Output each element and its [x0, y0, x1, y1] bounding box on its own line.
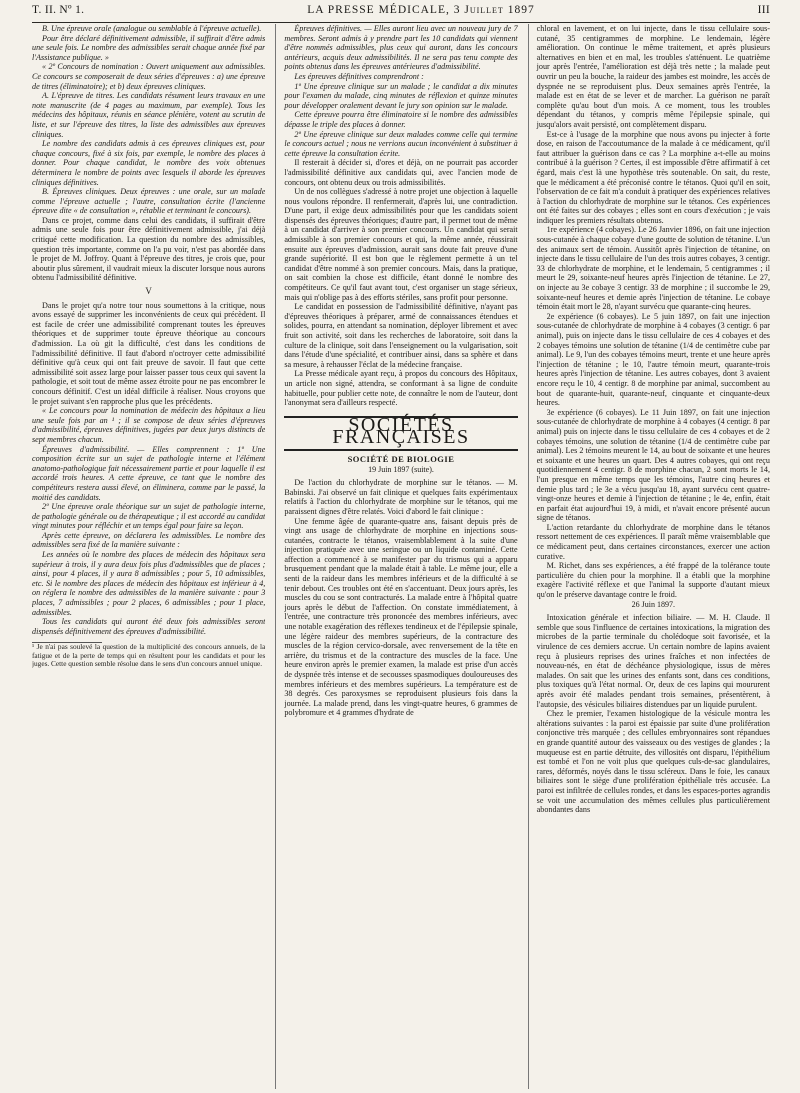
session-date: 19 Juin 1897 (suite).	[368, 464, 434, 474]
society-title: SOCIÉTÉ DE BIOLOGIE	[347, 453, 455, 464]
paragraph: 1re expérience (4 cobayes). Le 26 Janvier 1896, on fait une injection sous-cutanée à chaque cobaye d'une goutte de solution de tétanine. L'un des animaux sert de témoin. Aussitôt après l'injection de tétanine, on injecte dans le tissu cellulaire de l'un des trois autres cobayes, 3 centigr. 33 de chlorhydrate de morphine, et le lendemain, 5 centigrammes ; il meurt le 29, soixante-neuf heures après l'injection de tétanine. Le 27, on injecte au 3e cobaye 3 centigr. 33 de morphine ; il succombe le 29, soixante-neuf heures et demie après l'injection de tétanine. Le cobaye témoin était mort le 28, n'ayant survécu que quarante-cinq heures.	[536, 225, 770, 312]
paragraph: Le candidat en possession de l'admissibilité définitive, n'ayant pas d'épreuves théoriques à préparer, armé de connaissances étendues et solides, pourra, en attendant sa nomination, déployer librement et avec fruit son activité, soit dans les recherches de laboratoire, soit dans la culture de la clinique, soit dans l'enseignement ou la vulgarisation, soit dans l'étude d'une spécialité, et contribuer ainsi, dans sa sphère et dans sa mesure, à rehausser l'éclat de la médecine française.	[284, 302, 518, 369]
paragraph: 3e expérience (6 cobayes). Le 11 Juin 1897, on fait une injection sous-cutanée de chlorhydrate de morphine à 4 cobayes (4 centigr. 8 par animal) puis on injecte dans le tissu cellulaire de ces 4 cobayes et de 2 cobayes témoins, une solution de tétanine (1/4 de centimètre cube par animal). Les 2 témoins meurent le 14, au bout de soixante et une heures et soixante et une heures un quart. Des 4 autres cobayes, qui ont reçu quotidiennement 4 centigr. 8 de morphine chacun, 2 sont morts le 14, l'un presque en même temps que les témoins, l'autre cinq heures et demie plus tard ; le 3e a vécu jusqu'au 18, ayant survécu cent quatre-vingt-onze heures et demie à l'injection de tétanine ; le 4e, enfin, était en parfait état aujourd'hui 19, à midi, et n'avait encore présenté aucun signe de tétanos.	[536, 407, 770, 523]
header-volume: T. II. Nº 1.	[32, 4, 85, 16]
paragraph: 2e expérience (6 cobayes). Le 5 juin 1897, on fait une injection sous-cutanée de chlorhydrate de morphine à 4 cobayes (3 centigr. 6 par animal), puis on injecte dans le tissu cellulaire de ces 4 cobayes et des 2 cobayes témoins une solution de tétanine (1/4 de centimètre cube par animal). Le 9, l'un des cobayes témoins meurt, trente et une heure après l'injection de tétanine ; le 10, l'autre témoin meurt, quarante-trois heures après l'injection de tétanine. Les autres cobayes, dont 3 avaient encore reçu le 10, 4 centigr. 8 de morphine par animal, succombent au bout de quarante-huit, quarante-neuf, cinquante et cinquante-deux heures.	[536, 311, 770, 408]
article-columns	[32, 24, 770, 1089]
paragraph: 2º Une épreuve clinique sur deux malades comme celle qui termine le concours actuel ; nous ne verrions aucun inconvénient à substituer à cette épreuve la consultation écrite.	[284, 129, 518, 158]
paragraph: Dans le projet qu'a notre tour nous soumettons à la critique, nous avons essayé de supprimer les inconvénients de ceux qui précèdent. Il est facile de créer une admissibilité comprenant toutes les épreuves théoriques et de supprimer toute épreuve théorique au concours d'admission. La où git la difficulté, c'est dans les conditions de l'admissibilité définitive. Il faut d'abord n'octroyer cette admissibilité définitive qu'à ceux qui ont fait preuve de savoir. Il faut que cette admissibilité soit assez large pour laisser passer tous ceux qui savent la pathologie, et soit tout de même assez étroite pour ne pas encombrer le concours définitif. C'est un idéal difficile à réaliser. Nous croyons que le projet suivant s'en rapproche plus que les précédents.	[32, 300, 266, 406]
paragraph: De l'action du chlorhydrate de morphine sur le tétanos. — M. Babinski. J'ai observé un fait clinique et quelques faits expérimentaux relatifs à l'action du chlorhydrate de morphine sur le tétanos, qui me paraissent dignes d'être relatés. Voici d'abord le fait clinique :	[284, 478, 518, 516]
paragraph: Les années où le nombre des places de médecin des hôpitaux sera supérieur à trois, il y aura deux fois plus d'admissibles que de places ; ainsi, pour 4 places, il y aura 8 admissibles ; pour 5, 10 admissibles, etc. Si le nombre des places de médecin des hôpitaux est inférieur à 4, on réglera le nombre des admissibles de la manière suivante : pour 3 places, 7 admissibles ; pour 2 places, 6 admissibles ; pour 1 place, admissibles.	[32, 550, 266, 617]
paragraph: Tous les candidats qui auront été deux fois admissibles seront dispensés définitivement des épreuves d'admissibilité.	[32, 617, 266, 636]
paragraph: B. Épreuves cliniques. Deux épreuves : une orale, sur un malade comme l'épreuve actuelle ; l'autre, consultation écrite (l'ancienne épreuve dite « de consultation », rétablie et terminant le concours).	[32, 187, 266, 216]
paragraph: Intoxication générale et infection biliaire. — M. H. Claude. Il semble que sous l'influence de certaines intoxications, la migration des microbes de la partie terminale du cholédoque soit favorisée, et la virulence de ces derniers accrue. Un certain nombre de lapins avaient reçu à plusieurs reprises des urines fraîches et non infectées de nouveau-nés, en état de déchéance physiologique, issus de mères malades. On sait que les urines des enfants sont, dans ces conditions, plus toxiques qu'à l'état normal. Or, deux de ces lapins qui moururent après avoir été malades pendant trois semaines, présentèrent, à l'autopsie, des vésicules biliaires distendues par un liquide purulent.	[536, 613, 770, 709]
paragraph: Est-ce à l'usage de la morphine que nous avons pu injecter à forte dose, en raison de l'accoutumance de la malade à ce médicament, qu'il faut attribuer la guérison dans ce cas ? La morphine a-t-elle au moins contribué à la guérison ? Certes, il est impossible d'être affirmatif à cet égard, mais c'est là une hypothèse très soutenable. On sait, du reste, que le médicament a été préconisé contre le tétanos. Quoi qu'il en soit, l'observation de ce fait m'a conduit à pratiquer des expériences relatives à l'action du chlorhydrate de morphine sur le tétanos. Ces expériences ont été faites sur des cobayes ; elles sont en cours d'exécution ; je vais indiquer les premiers résultats obtenus.	[536, 129, 770, 225]
section-banner	[284, 413, 517, 451]
paragraph: L'action retardante du chlorhydrate de morphine dans le tétanos ressort nettement de ces expériences. Il paraît même vraisemblable que ce médicament peut, dans certaines circonstances, exercer une action curative.	[536, 522, 770, 561]
paragraph: « Le concours pour la nomination de médecin des hôpitaux a lieu une seule fois par an ¹ ; il se compose de deux séries d'épreuves d'admissibilité, épreuves définitives, jugées par deux jurys distincts de sept membres chacun.	[32, 406, 266, 444]
running-header	[32, 4, 770, 23]
column-3	[528, 24, 770, 1089]
paragraph: Les épreuves définitives comprendront :	[294, 71, 424, 81]
footnote: ¹ Je n'ai pas soulevé la question de la multiplicité des concours annuels, de la fatigue et de la perte de temps qui en résultent pour les candidats et pour les juges. Cette question semble résolue dans le sens d'un concours annuel unique.	[32, 642, 266, 669]
section-banner-title: SOCIÉTÉS FRANÇAISES	[332, 413, 470, 449]
paragraph: Pour être déclaré définitivement admissible, il suffirait d'être admis une seule fois. Le nombre des admissibles serait chaque année fixé par l'Assistance publique. »	[32, 33, 266, 62]
paragraph: 2º Une épreuve orale théorique sur un sujet de pathologie interne, de pathologie générale ou de thérapeutique ; il est accordé au candidat vingt minutes pour réfléchir et un temps égal pour faire sa leçon.	[32, 502, 266, 531]
editorial-note: La Presse médicale ayant reçu, à propos du concours des Hôpitaux, un article non signé, attendra, se conformant à sa ligne de conduite habituelle, pour publier cette note, de connaître le nom de l'auteur, dont l'anonymat sera d'ailleurs respecté.	[284, 369, 518, 408]
paragraph: Chez le premier, l'examen histologique de la vésicule montra les altérations suivantes : la paroi est épaissie par suite d'une prolifération conjonctive très marquée ; des cellules embryonnaires sont répandues en grande quantité autour des vaisseaux ou des vestiges de glandes ; la muqueuse est en partie détruite, des villosités ont disparu, l'épithélium est tombé et l'on ne voit plus que quelques culs-de-sac glandulaires, rares, déformés, noyés dans le tissu scléreux. Dans le foie, les canaux biliaires sont le siège d'une prolifération épithéliale très accusée. La paroi est infiltrée de cellules rondes, et dans les espaces-portes agrandis se voit une accumulation des mêmes cellules plus particulièrement abondantes dans	[536, 709, 770, 815]
paragraph: Dans ce projet, comme dans celui des candidats, il suffirait d'être admis une seule fois pour être définitivement admissible, j'ai déjà critiqué cette modification. La question du nombre des admissibles, question très importante, comme on l'a pu voir, n'est pas abordée dans le projet de M. Joffroy. Quant à l'épreuve des titres, je crois que, pour aboutir plus sûrement, il vaudrait mieux la discuter lorsque nous aurons obtenu l'admissibilité définitive.	[32, 215, 266, 283]
paragraph: Cette épreuve pourra être éliminatoire si le nombre des admissibles dépasse le triple des places à donner.	[284, 110, 518, 129]
column-1	[32, 24, 265, 1089]
paragraph: 1º Une épreuve clinique sur un malade ; le candidat a dix minutes pour l'examen du malade, cinq minutes de réflexion et quinze minutes pour développer oralement devant le jury son opinion sur le malade.	[284, 81, 518, 110]
header-title: LA PRESSE MÉDICALE, 3 Juillet 1897	[307, 4, 535, 16]
paragraph: Après cette épreuve, on déclarera les admissibles. Le nombre des admissibles sera fixé de la manière suivante :	[32, 530, 266, 550]
paragraph: Il resterait à décider si, d'ores et déjà, on ne pourrait pas accorder l'admissibilité définitive aux candidats qui, avec l'ancien mode de concours, ont obtenu deux ou trois admissibilités.	[284, 158, 518, 187]
paragraph: Épreuves d'admissibilité. — Elles comprennent : 1º Une composition écrite sur un sujet de pathologie interne et l'élément anatomo-pathologique fait nécessairement partie et pour laquelle il est accordé trois heures. A cette épreuve, ce tant que le nombre des compétiteurs restera aussi élevé, on éliminera, comme par le passé, la moitié des candidats.	[32, 444, 266, 502]
paragraph: A. L'épreuve de titres. Les candidats résument leurs travaux en une note manuscrite (de 4 pages au maximum, par exemple). Tous les médecins des hôpitaux, réunis en séance plénière, votent au scrutin de liste, et sur l'épreuve des titres, la liste des admissibles aux épreuves cliniques.	[32, 91, 266, 139]
session-date: 26 Juin 1897.	[631, 599, 675, 609]
paragraph: chloral en lavement, et on lui injecte, dans le tissu cellulaire sous-cutané, 35 centigrammes de morphine. Le lendemain, légère amélioration. On continue le même traitement, et après plusieurs alternatives en bien et en mal, les troubles s'atténuent. Le quatrième jour après l'entrée, l'amélioration est déjà très nette ; la malade peut ouvrir un peu la bouche, la raideur des jambes est moindre, les accès de dyspnée ne se reproduisent plus. Deux semaines après l'entrée, la malade est en état de se lever et de marcher. La guérison ne paraît complète qu'au bout d'un mois. A ce moment, tous les troubles dépendant du tétanos, y compris même l'épilepsie spinale, qui jusqu'alors avait persisté, ont complètement disparu.	[536, 24, 770, 129]
paragraph: M. Richet, dans ses expériences, a été frappé de la tolérance toute particulière du chien pour la morphine. Il a établi que la morphine exagère l'activité réflexe et que l'animal la supporte d'autant mieux qu'on le préserve davantage contre le froid.	[536, 561, 770, 600]
paragraph: B. Une épreuve orale (analogue ou semblable à l'épreuve actuelle).	[42, 24, 262, 33]
column-2	[275, 24, 517, 1089]
paragraph: Le nombre des candidats admis à ces épreuves cliniques est, pour chaque concours, fixé à six fois, par exemple, le nombre des places à donner. Pour chaque candidat, le nombre des voix obtenues déterminera le nombre de points avec lesquels il aborde les épreuves cliniques définitives.	[32, 139, 266, 187]
section-numeral: V	[145, 286, 152, 297]
header-page-number: III	[757, 4, 770, 16]
paragraph: Une femme âgée de quarante-quatre ans, faisant depuis près de vingt ans usage de chlorhydrate de morphine en injections sous-cutanées, contracte le tétanos, vraisemblablement à la suite d'une injection pratiquée avec une seringue ou un liquide contaminé. Cette affection a commencé à se manifester par du trismus qui a apparu brusquement pendant que la malade était à table. Le même jour, elle a senti de la raideur dans les membres inférieurs et de la difficulté à se tenir debout. Ces troubles ont été en s'accentuant. Deux jours après, les muscles du cou se sont contracturés. La malade entre à l'hôpital quatre jours après le début de l'affection. On constate immédiatement, à l'entrée, une contracture très prononcée des membres inférieurs, avec une notable exagération des réflexes tendineux et de l'épilepsie spinale, une légère raideur des membres supérieurs, de la contracture des muscles de la région cervico-dorsale, avec renversement de la tête en arrière, du trismus et de la contracture des muscles de la face. Une heure environ après le premier examen, la malade est prise d'un accès de dyspnée très intense et de secousses spasmodiques douloureuses des membres inférieurs et des membres supérieurs. La température est de 38 degrés. Ces paroxysmes se reproduisent plusieurs fois dans la journée. La malade prend, dans les vingt-quatre heures, 6 grammes de polybromure et 4 grammes d'hydrate de	[284, 516, 518, 718]
paragraph: « 2º Concours de nomination : Ouvert uniquement aux admissibles. Ce concours se composerait de deux séries d'épreuves : a) une épreuve de titres (éliminatoire); et b) deux épreuves cliniques.	[32, 62, 266, 91]
paragraph: Épreuves définitives. — Elles auront lieu avec un nouveau jury de 7 membres. Seront admis à y prendre part les 10 candidats qui viennent d'être nommés admissibles, plus ceux qui auront, dans les concours antérieurs, acquis deux admissibilités. Il ne sera pas tenu compte des points obtenus dans les épreuves antérieures d'admissibilité.	[284, 24, 518, 72]
paragraph: Un de nos collègues s'adressé à notre projet une objection à laquelle nous voulons répondre. Il renfermerait, d'après lui, une contradiction. D'une part, il exige deux admissibilités pour que les candidats soient dispensés des épreuves théoriques; d'autre part, il permet tout de même à un candidat d'arriver à son premier concours. Un candidat qui serait admissible à son premier concours et qui, la même année, réussirait ensuite aux épreuves d'admission, aurait sans doute fait preuve d'une grande supériorité. Il est bon que le règlement permette à un tel candidat d'être nommé à son premier concours. Mais, dans la pratique, on sait combien la chose est difficile, étant donné le nombre des compétiteurs. Ce qu'il faut avant tout, c'est organiser un stage sérieux, mais qui n'oblige pas à des efforts stériles, sans profit pour personne.	[284, 187, 518, 302]
